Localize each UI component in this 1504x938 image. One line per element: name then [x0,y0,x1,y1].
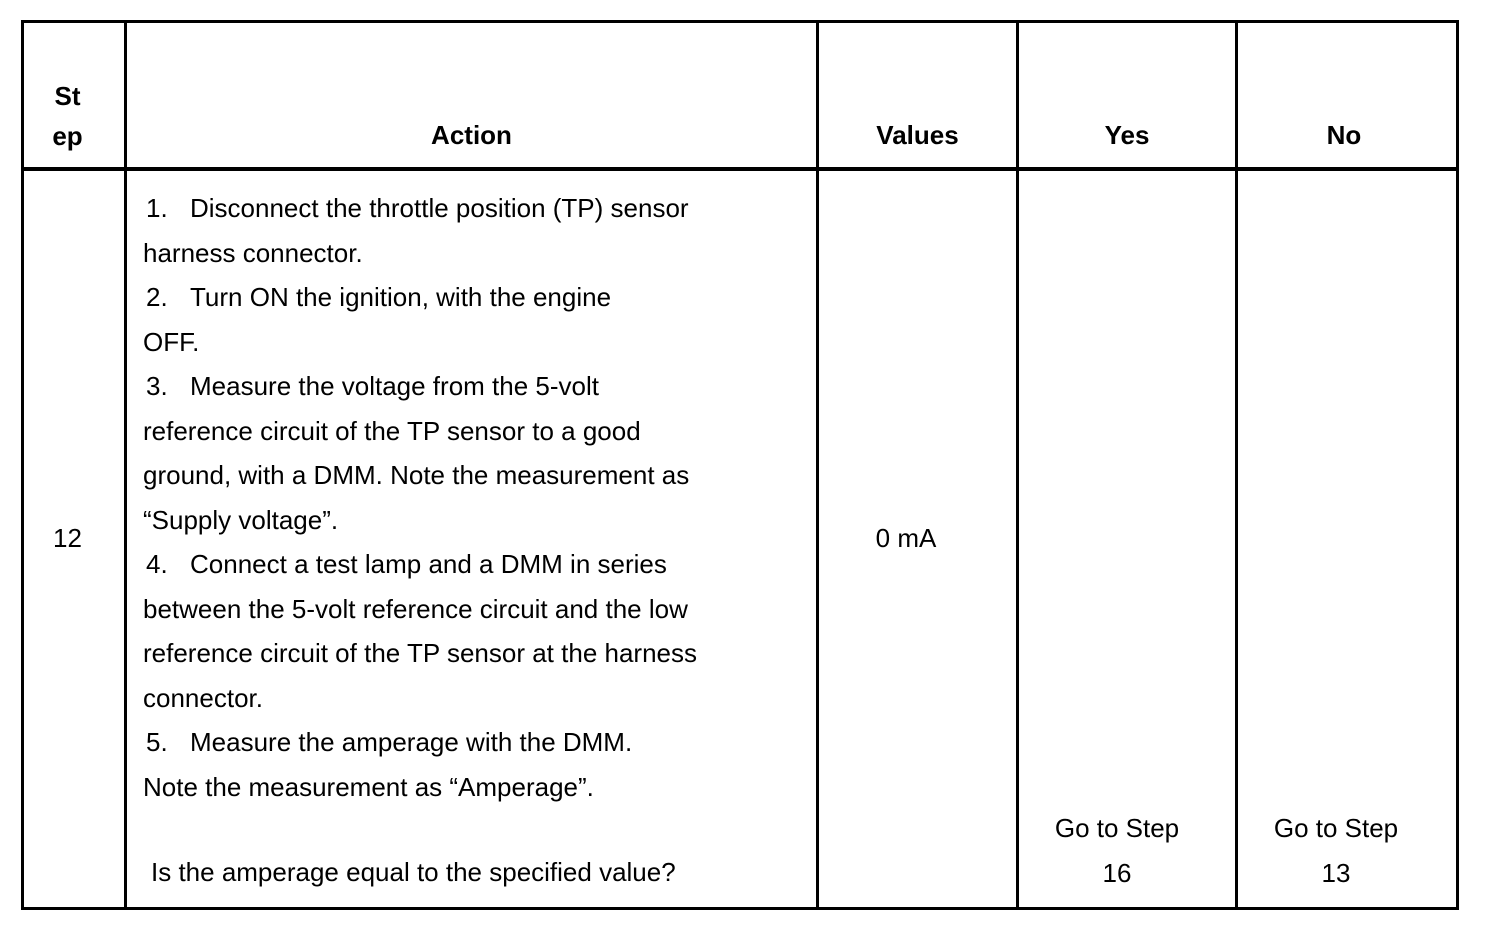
header-divider [24,167,1456,171]
column-divider [124,23,127,907]
header-values: Values [876,120,959,150]
action-line [143,676,743,721]
action-text: Connect a test lamp and a DMM in series [190,549,667,579]
action-line [143,320,743,365]
specified-value: 0 mA [875,523,937,553]
header-step-line-1: St [54,81,81,111]
header-action: Action [431,120,512,150]
action-line [143,364,743,409]
step-index: 5. [146,727,168,757]
step-index: 4. [146,549,168,579]
header-step-line-2: ep [52,121,83,151]
action-instructions [143,186,743,809]
no-outcome [1238,806,1434,895]
header-step [24,76,111,156]
yes-goto-label: Go to Step [1054,813,1180,843]
action-text: OFF. [143,326,200,357]
action-line [143,453,743,498]
action-text: “Supply voltage”. [143,504,339,535]
action-line [143,765,743,810]
step-index: 3. [146,371,168,401]
action-line [143,409,743,454]
action-line [143,542,743,587]
action-line [143,720,743,765]
yes-outcome [1019,806,1215,895]
action-text: Turn ON the ignition, with the engine [190,282,612,312]
action-text: reference circuit of the TP sensor at the harness [143,638,697,668]
step-index: 1. [146,193,168,223]
column-divider [1016,23,1019,907]
action-question: Is the amperage equal to the specified value? [151,857,676,887]
header-yes: Yes [1104,120,1150,150]
action-text: Disconnect the throttle position (TP) sensor [190,193,689,223]
action-text: connector. [143,682,263,713]
step-number: 12 [53,523,82,553]
action-line [143,186,743,231]
no-goto-label: Go to Step [1273,813,1399,843]
action-text: between the 5-volt reference circuit and the low [143,593,688,624]
yes-goto-step: 16 [1102,857,1132,888]
action-text: reference circuit of the TP sensor to a good [143,415,641,446]
column-divider [816,23,819,907]
action-text: ground, with a DMM. Note the measurement as [143,460,690,490]
no-goto-step: 13 [1321,857,1351,888]
action-line [143,498,743,543]
action-line [143,231,743,276]
action-line [143,631,743,676]
column-divider [1235,23,1238,907]
action-text: harness connector. [143,237,363,268]
header-no: No [1326,120,1362,150]
diagnostic-table [21,20,1459,910]
action-text: Note the measurement as “Amperage”. [143,771,594,802]
action-line [143,587,743,632]
action-text: Measure the voltage from the 5-volt [190,371,599,401]
action-line [143,275,743,320]
step-index: 2. [146,282,168,312]
action-text: Measure the amperage with the DMM. [190,727,633,757]
